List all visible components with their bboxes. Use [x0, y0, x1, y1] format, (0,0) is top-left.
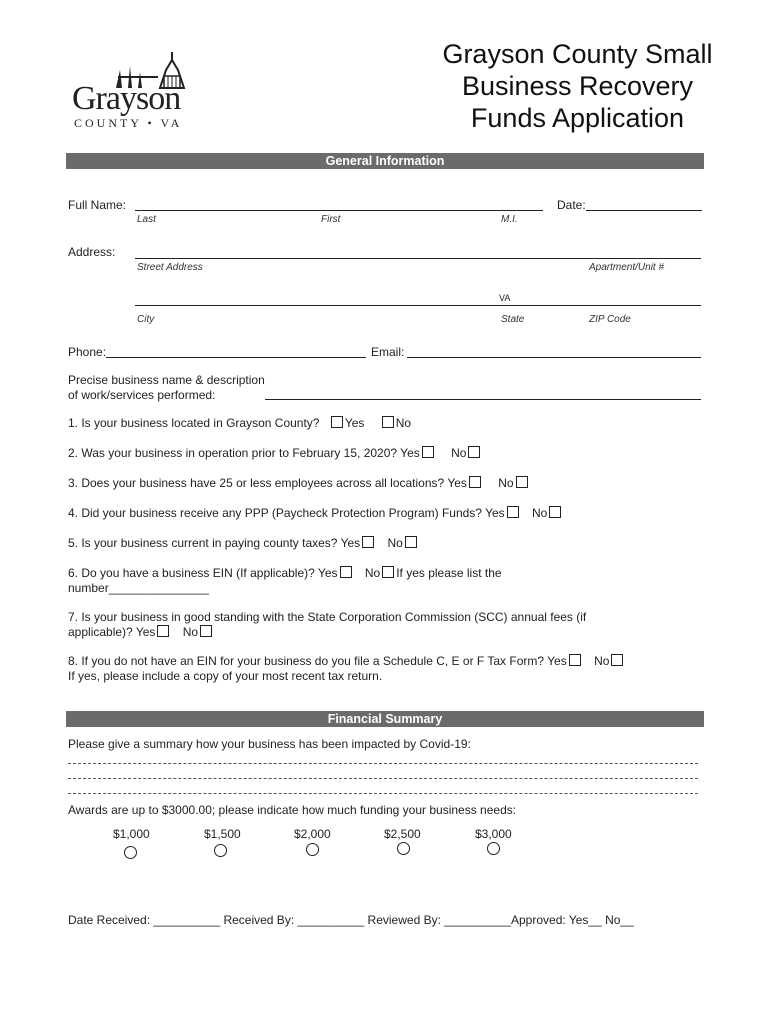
impact-line-1[interactable]	[68, 763, 698, 764]
q5-no-label: No	[387, 536, 403, 550]
question-8-note: If yes, please include a copy of your most recent tax return.	[68, 669, 383, 683]
q6-yes-checkbox[interactable]	[340, 566, 352, 578]
q7-yes-checkbox[interactable]	[157, 625, 169, 637]
business-desc-label-2: of work/services performed:	[68, 388, 216, 402]
question-1-text: 1. Is your business located in Grayson County?	[68, 416, 320, 430]
date-field[interactable]	[586, 210, 702, 211]
question-7-text: applicable)? Yes	[68, 625, 156, 639]
q1-no-checkbox[interactable]	[382, 416, 394, 428]
q1-yes-checkbox[interactable]	[331, 416, 343, 428]
logo-subtitle: COUNTY • VA	[74, 116, 183, 130]
question-2	[68, 446, 482, 460]
amount-label-3000: $3,000	[475, 827, 512, 841]
q1-yes-label: Yes	[344, 416, 365, 430]
q2-yes-checkbox[interactable]	[422, 446, 434, 458]
street-address-field[interactable]	[135, 258, 701, 259]
radio-1000[interactable]	[124, 846, 137, 859]
q7-no-checkbox[interactable]	[200, 625, 212, 637]
question-1	[68, 416, 411, 430]
question-6-followup: If yes please list the	[396, 566, 502, 580]
county-logo	[68, 48, 208, 132]
email-label: Email:	[371, 345, 405, 359]
question-7-line-1: 7. Is your business in good standing with the State Corporation Commission (SCC) annual fees (if	[68, 610, 587, 624]
question-2-text: 2. Was your business in operation prior to February 15, 2020? Yes	[68, 446, 420, 460]
q5-no-checkbox[interactable]	[405, 536, 417, 548]
form-title	[420, 38, 735, 134]
state-caption: State	[501, 314, 525, 325]
amount-label-2500: $2,500	[384, 827, 421, 841]
section-bar-financial: Financial Summary	[66, 711, 704, 727]
question-3	[68, 476, 530, 490]
impact-prompt: Please give a summary how your business has been impacted by Covid-19:	[68, 737, 471, 751]
full-name-field[interactable]	[135, 210, 543, 211]
q4-yes-checkbox[interactable]	[507, 506, 519, 518]
city-caption: City	[137, 314, 155, 325]
q1-no-label: No	[395, 416, 412, 430]
radio-3000[interactable]	[487, 842, 500, 855]
question-8-text: 8. If you do not have an EIN for your business do you file a Schedule C, E or F Tax Form? Yes	[68, 654, 567, 668]
apt-caption: Apartment/Unit #	[589, 262, 665, 273]
q8-no-label: No	[594, 654, 610, 668]
q8-no-checkbox[interactable]	[611, 654, 623, 666]
state-value: VA	[499, 293, 511, 303]
question-6-number-line[interactable]: number_______________	[68, 581, 209, 595]
q3-yes-checkbox[interactable]	[469, 476, 481, 488]
office-use-line: Date Received: __________ Received By: __________ Reviewed By: __________Approved: Yes__ No__	[68, 913, 634, 927]
question-6-text: 6. Do you have a business EIN (If applicable)? Yes	[68, 566, 338, 580]
phone-field[interactable]	[106, 357, 366, 358]
question-5	[68, 536, 419, 550]
date-label: Date:	[557, 198, 586, 212]
mi-caption: M.I.	[501, 214, 518, 225]
business-desc-label-1: Precise business name & description	[68, 373, 265, 387]
question-4-text: 4. Did your business receive any PPP (Paycheck Protection Program) Funds? Yes	[68, 506, 505, 520]
title-line-2: Business Recovery	[461, 71, 694, 101]
amount-label-1500: $1,500	[204, 827, 241, 841]
q4-no-checkbox[interactable]	[549, 506, 561, 518]
q6-no-label: No	[364, 566, 381, 580]
last-caption: Last	[137, 214, 156, 225]
first-caption: First	[321, 214, 341, 225]
q7-no-label: No	[182, 625, 199, 639]
impact-line-3[interactable]	[68, 793, 698, 794]
q8-yes-checkbox[interactable]	[569, 654, 581, 666]
amount-label-1000: $1,000	[113, 827, 150, 841]
street-caption: Street Address	[137, 262, 203, 273]
amount-label-2000: $2,000	[294, 827, 331, 841]
q3-no-label: No	[498, 476, 514, 490]
impact-line-2[interactable]	[68, 778, 698, 779]
radio-1500[interactable]	[214, 844, 227, 857]
awards-prompt: Awards are up to $3000.00; please indicate how much funding your business needs:	[68, 803, 517, 817]
business-desc-field[interactable]	[265, 399, 701, 400]
phone-label: Phone:	[68, 345, 107, 359]
q2-no-checkbox[interactable]	[468, 446, 480, 458]
q2-no-label: No	[451, 446, 467, 460]
question-8	[68, 654, 625, 668]
email-field[interactable]	[407, 357, 701, 358]
q5-yes-checkbox[interactable]	[362, 536, 374, 548]
radio-2000[interactable]	[306, 843, 319, 856]
logo-wordmark: Grayson	[72, 80, 181, 117]
q4-no-label: No	[532, 506, 548, 520]
city-state-zip-field[interactable]	[135, 305, 701, 306]
title-line-3: Funds Application	[470, 103, 685, 133]
question-6	[68, 566, 502, 580]
section-bar-general: General Information	[66, 153, 704, 169]
question-4	[68, 506, 563, 520]
question-7	[68, 625, 214, 639]
zip-caption: ZIP Code	[589, 314, 631, 325]
title-line-1: Grayson County Small	[442, 39, 713, 69]
radio-2500[interactable]	[397, 842, 410, 855]
q3-no-checkbox[interactable]	[516, 476, 528, 488]
question-5-text: 5. Is your business current in paying county taxes? Yes	[68, 536, 361, 550]
address-label: Address:	[68, 245, 116, 259]
q6-no-checkbox[interactable]	[382, 566, 394, 578]
question-3-text: 3. Does your business have 25 or less employees across all locations? Yes	[68, 476, 467, 490]
full-name-label: Full Name:	[68, 198, 127, 212]
